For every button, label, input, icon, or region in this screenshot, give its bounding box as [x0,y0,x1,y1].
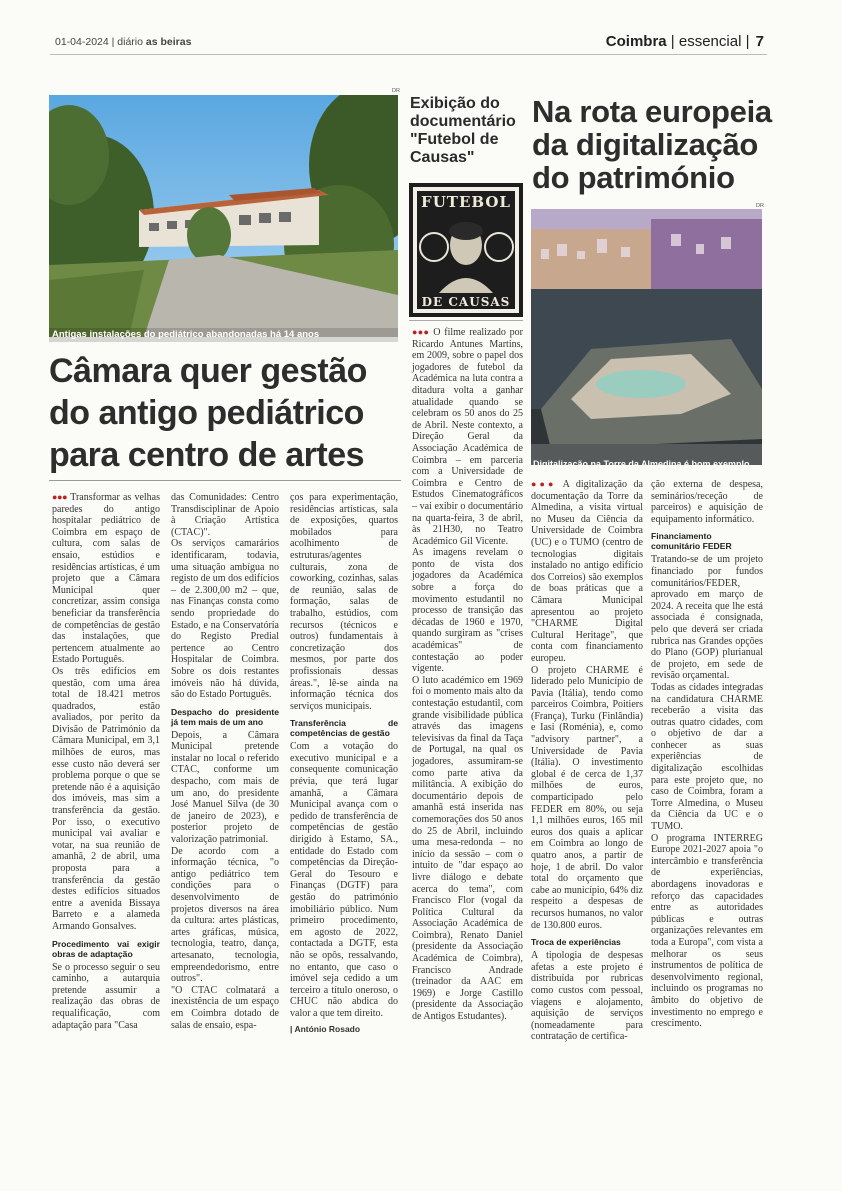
paragraph: das Comunidades: Centro Transdisciplinar de Apoio à Criação Artística (CTAC)". [171,492,279,538]
page-number: 7 [755,33,764,50]
poster-divider [409,320,523,321]
page-date: 01-04-2024 [55,36,109,48]
pediatric-building-photo [49,95,398,337]
paragraph: Todas as cidades integradas na candidatura CHARME receberão a visita das outras quatro cidades, com o objetivo de dar a conhecer as suas experiências de digitalização escolhidas para este projeto que, no caso de Coimbra, foram a Torre Almedina, o Museu da Ciência da UC e o TUMO. [651,681,763,833]
paragraph: "O CTAC colmatará a inexistência de um espaço em Coimbra dotado de salas de ensaio, espa- [171,984,279,1031]
paragraph: Os serviços camarários identificaram, todavia, uma situação ambígua no registo de um dos edifícios – de 2.300,00 m2 – que, nas Finanças consta como sendo propriedade do Estado, e na Conservatória do Registo Predial pertence ao Centro Hospitalar de Coimbra. Sobre os dois restantes imóveis não há dúvida, são do Estado Português. [171,538,279,701]
headline-divider [49,480,401,481]
paragraph: ços para experimentação, residências artísticas, sala de exposições, quartos mobilados para acolhimento de estruturas/agentes culturais, zona de coworking, cozinhas, salas de reunião, salas de formação, salas de trabalho, estúdios, com recursos (técnicos e outros) fundamentais à concretização dos mesmos, por parte dos profissionais dessas áreas.", lê-se ainda na informação técnica dos serviços municipais. [290,492,398,712]
subheading: Transferência de competências de gestão [290,718,398,739]
article-column [531,479,643,1043]
documentary-poster [409,183,523,317]
subheading: Financiamento comunitário FEDER [651,531,732,552]
paragraph: O programa INTERREG Europe 2021-2027 apoia "o intercâmbio e transferência de experiências, abordagens inovadoras e reforço das capacidades entre as autoridades públicas e outras organizações relevantes em toda a Europa", com vista a melhorar os seus instrumentos de política de desenvolvimento regional, incluindo os programas no âmbito do objetivo de investimento no emprego e crescimento. [651,832,763,1030]
article-column [52,492,160,1031]
paper-name: as beiras [145,36,192,48]
poster-title-bottom: DE CAUSAS [421,295,511,309]
paragraph: O luto académico em 1969 foi o momento mais alto da contestação estudantil, com grande visibilidade pública através das imagens televisivas da final da Taça de Portugal, na qual os jogadores, assumiram-se como parte ativa da militância. A exibição do documentário depois de amanhã está inserida nas comemorações dos 50 anos do 25 de Abril, incluindo uma mesa-redonda – no início da sessão – com o intuito de "dar espaço ao livre diálogo e debate acerca do tema", com Francisco Flor (vogal da Política Cultural da Associação Académica de Coimbra), Renato Daniel (presidente da Associação Académica de Coimbra), Francisco Andrade (treinador da AAC em 1969) e Jorge Castillo (presidente da Associação de Antigos Estudantes). [412,674,523,1023]
paragraph: O projeto CHARME é liderado pelo Município de Pavia (Itália), tendo como parceiros Coimbra, Poitiers (França), Turku (Finlândia) e Iasi (Roménia), e, como "advisory partner", a Universidade de Pavia (Itália). O investimento global é de cerca de 1,37 milhões de euros, comparticipado pelo FEDER em 80%, ou seja 1,1 milhões euros, 165 mil euros dos quais a aplicar em Coimbra ao longo de quatro anos, a partir de hoje, 1 de abril. Do valor total do orçamento que cabe ao município, 64% diz respeito a despesas de recursos humanos, no valor de 130.800 euros. [531,664,643,931]
photo-caption: Antigas instalações do pediátrico abandonadas há 14 anos [49,328,398,342]
subsection-name: essencial [678,33,742,50]
section-header: Coimbra | essencial | 7 [605,33,764,50]
subheading: Procedimento vai exigir obras de adaptação [52,938,160,959]
almedina-tower-photo [531,209,762,465]
photo-credit: DR [392,88,400,94]
page-date-line: 01-04-2024 | diário as beiras [55,36,192,48]
pediatric-building-illustration [49,95,398,337]
article-column [651,479,763,1030]
poster-title-top: FUTEBOL [421,193,511,211]
paragraph: ção externa de despesa, seminários/receção de parceiros) e aquisição de equipamento informático. [651,479,763,525]
subheading: Troca de experiências [531,937,621,948]
paragraph: As imagens revelam o ponto de vista dos jogadores da Académica sobre a força do movimento estudantil no processo de transição das décadas de 1960 e 1970, quando surgiram as "crises académicas" de contestação ao poder vigente. [412,547,523,675]
paragraph: Depois, a Câmara Municipal pretende instalar no local o referido CTAC, conforme um despacho, com mais de um ano, do presidente José Manuel Silva (de 30 de janeiro de 2023), e posterior projeto de valorização patrimonial. [171,729,279,846]
documentary-title: Exibição do documentário "Futebol de Causas" [410,95,516,166]
paragraph: Transformar as velhas paredes do antigo hospitalar pediátrico de Coimbra em espaço de cultura, com salas de ensaio, estúdios e residências artísticas, é um projeto que a Câmara Municipal quer concretizar, assim consiga beneficiar da transferência de competências de gestão das instalações, que pertencem atualmente ao Estado Português. [52,492,160,666]
bullet-dots-icon: ●●● [52,492,68,502]
paper-prefix: diário [117,36,143,48]
article-headline-digitalization: Na rota europeia da digitalização do património [532,94,772,195]
section-name: Coimbra [605,33,667,50]
author-signature: António Rosado [294,1023,361,1034]
paragraph: Tratando-se de um projeto financiado por fundos comunitários/FEDER, aprovado em março de 2024. A receita que lhe está associada é consignada, pelo que deverá ser criada rubrica nas Grandes opções do Plano (GOP) plurianual de projeto, em sede de revisão orçamental. [651,554,763,682]
paragraph: Se o processo seguir o seu caminho, a autarquia pretende assumir a realização das obras de requalificação, com adaptação para "Casa [52,961,160,1031]
digital-exhibit-illustration [531,209,762,465]
header-divider [50,54,767,55]
paragraph: A digitalização da documentação da Torre da Almedina, a visita virtual no Museu da Ciência da Universidade de Coimbra (UC) e o TUMO (centro de tecnologias digitais instalado no antigo edifício dos Correios) são exemplos de boas práticas que a Câmara Municipal apresentou ao projeto "CHARME Digital Cultural Heritage", que conta com financiamento europeu. [531,479,643,664]
article-column [412,327,523,1023]
bullet-dots-icon: ●●● [412,327,430,337]
subheading: Despacho do presidente já tem mais de um ano [171,706,279,727]
paragraph: De acordo com a informação técnica, "o antigo pediátrico tem condições para o desenvolvimento de projetos diversos na área da cultura: artes plásticas, artes gráficas, música, tecnologia, teatro, dança, artesanato, tecnologia, empreendedorismo, entre outros". [171,845,279,985]
article-headline-pediatric: Câmara quer gestão do antigo pediátrico para centro de artes [49,352,367,474]
article-column: ços para experimentação, residências artísticas, sala de exposições, quartos mobilados para acolhimento de estruturas/agentes culturais, zona de coworking, cozinhas, salas de reunião, salas de formação, salas de trabalho, estúdios, com recursos (técnicos e outros) fundamentais à concretização dos mesmos, por parte dos profissionais dessas áreas.", lê-se ainda na informação técnica dos serviços municipais. Transferência de competências de gestão Com a votação do executivo municipal e a consequente comunicação prévia, que terá lugar amanhã, a Câmara Municipal avança com o pedido de transferência de competências de gestão dirigido à Estamo, SA., entidade do Estado com competências da Direção-Geral do Tesouro e Finanças (DGTF) para gestão do património imobiliário público. Num primeiro procedimento, em agosto de 2022, contactada a DGTF, esta não se opôs, ressalvando, no entanto, que caso o imóvel seja cedido a um terceiro a título oneroso, o CHUC não abdica do valor a que tem direito. | António Rosado [290,492,398,1034]
paragraph: A tipologia de despesas afetas a este projeto é distribuída por rubricas como custos com pessoal, viagens e alojamento, aquisição de serviços (nomeadamente para contratação de certifica- [531,950,643,1043]
paragraph: Os três edifícios em questão, com uma área total de 18.421 metros quadrados, estão avaliados, por perito da Divisão de Património da Câmara Municipal, em 3,1 milhões de euros, mas esse custo não deverá ser problema porque o que se pretende não é a aquisição dos imóveis, mas sim a transferência da gestão. Por isso, o executivo municipal vai avaliar e votar, na sua reunião de amanhã, 2 de abril, uma proposta para a transferência da gestão destes edifícios situados entre a avenida Bissaya Barreto e a alameda Armando Gonsalves. [52,665,160,932]
photo-credit: DR [756,203,764,209]
photo-caption: Digitalização na Torre da Almedina é bom exemplo [533,459,750,469]
paragraph: O filme realizado por Ricardo Antunes Martins, em 2009, sobre o papel dos jogadores de futebol da Académica na luta contra a ditadura volta a ganhar atualidade quando se celebram os 50 anos do 25 de Abril. Neste contexto, a Direção Geral da Associação Académica de Coimbra – em parceria com a Universidade de Coimbra e Centro de Estudos Cinematográficos – vai exibir o documentário na quarta-feira, 3 de abril, às 21H30, no Teatro Académico Gil Vicente. [412,327,524,547]
article-column [171,492,279,1031]
paragraph: Com a votação do executivo municipal e a consequente comunicação prévia, que terá lugar amanhã, a Câmara Municipal avança com o pedido de transferência de competências de gestão dirigido à Estamo, SA., entidade do Estado com competências da Direção-Geral do Tesouro e Finanças (DGTF) para gestão do património imobiliário público. Num primeiro procedimento, em agosto de 2022, contactada a DGTF, esta não se opôs, ressalvando, no entanto, que caso o imóvel seja cedido a um terceiro a título oneroso, o CHUC não abdica do valor a que tem direito. [290,741,398,1019]
bullet-dots-icon: ●●● [531,479,557,489]
